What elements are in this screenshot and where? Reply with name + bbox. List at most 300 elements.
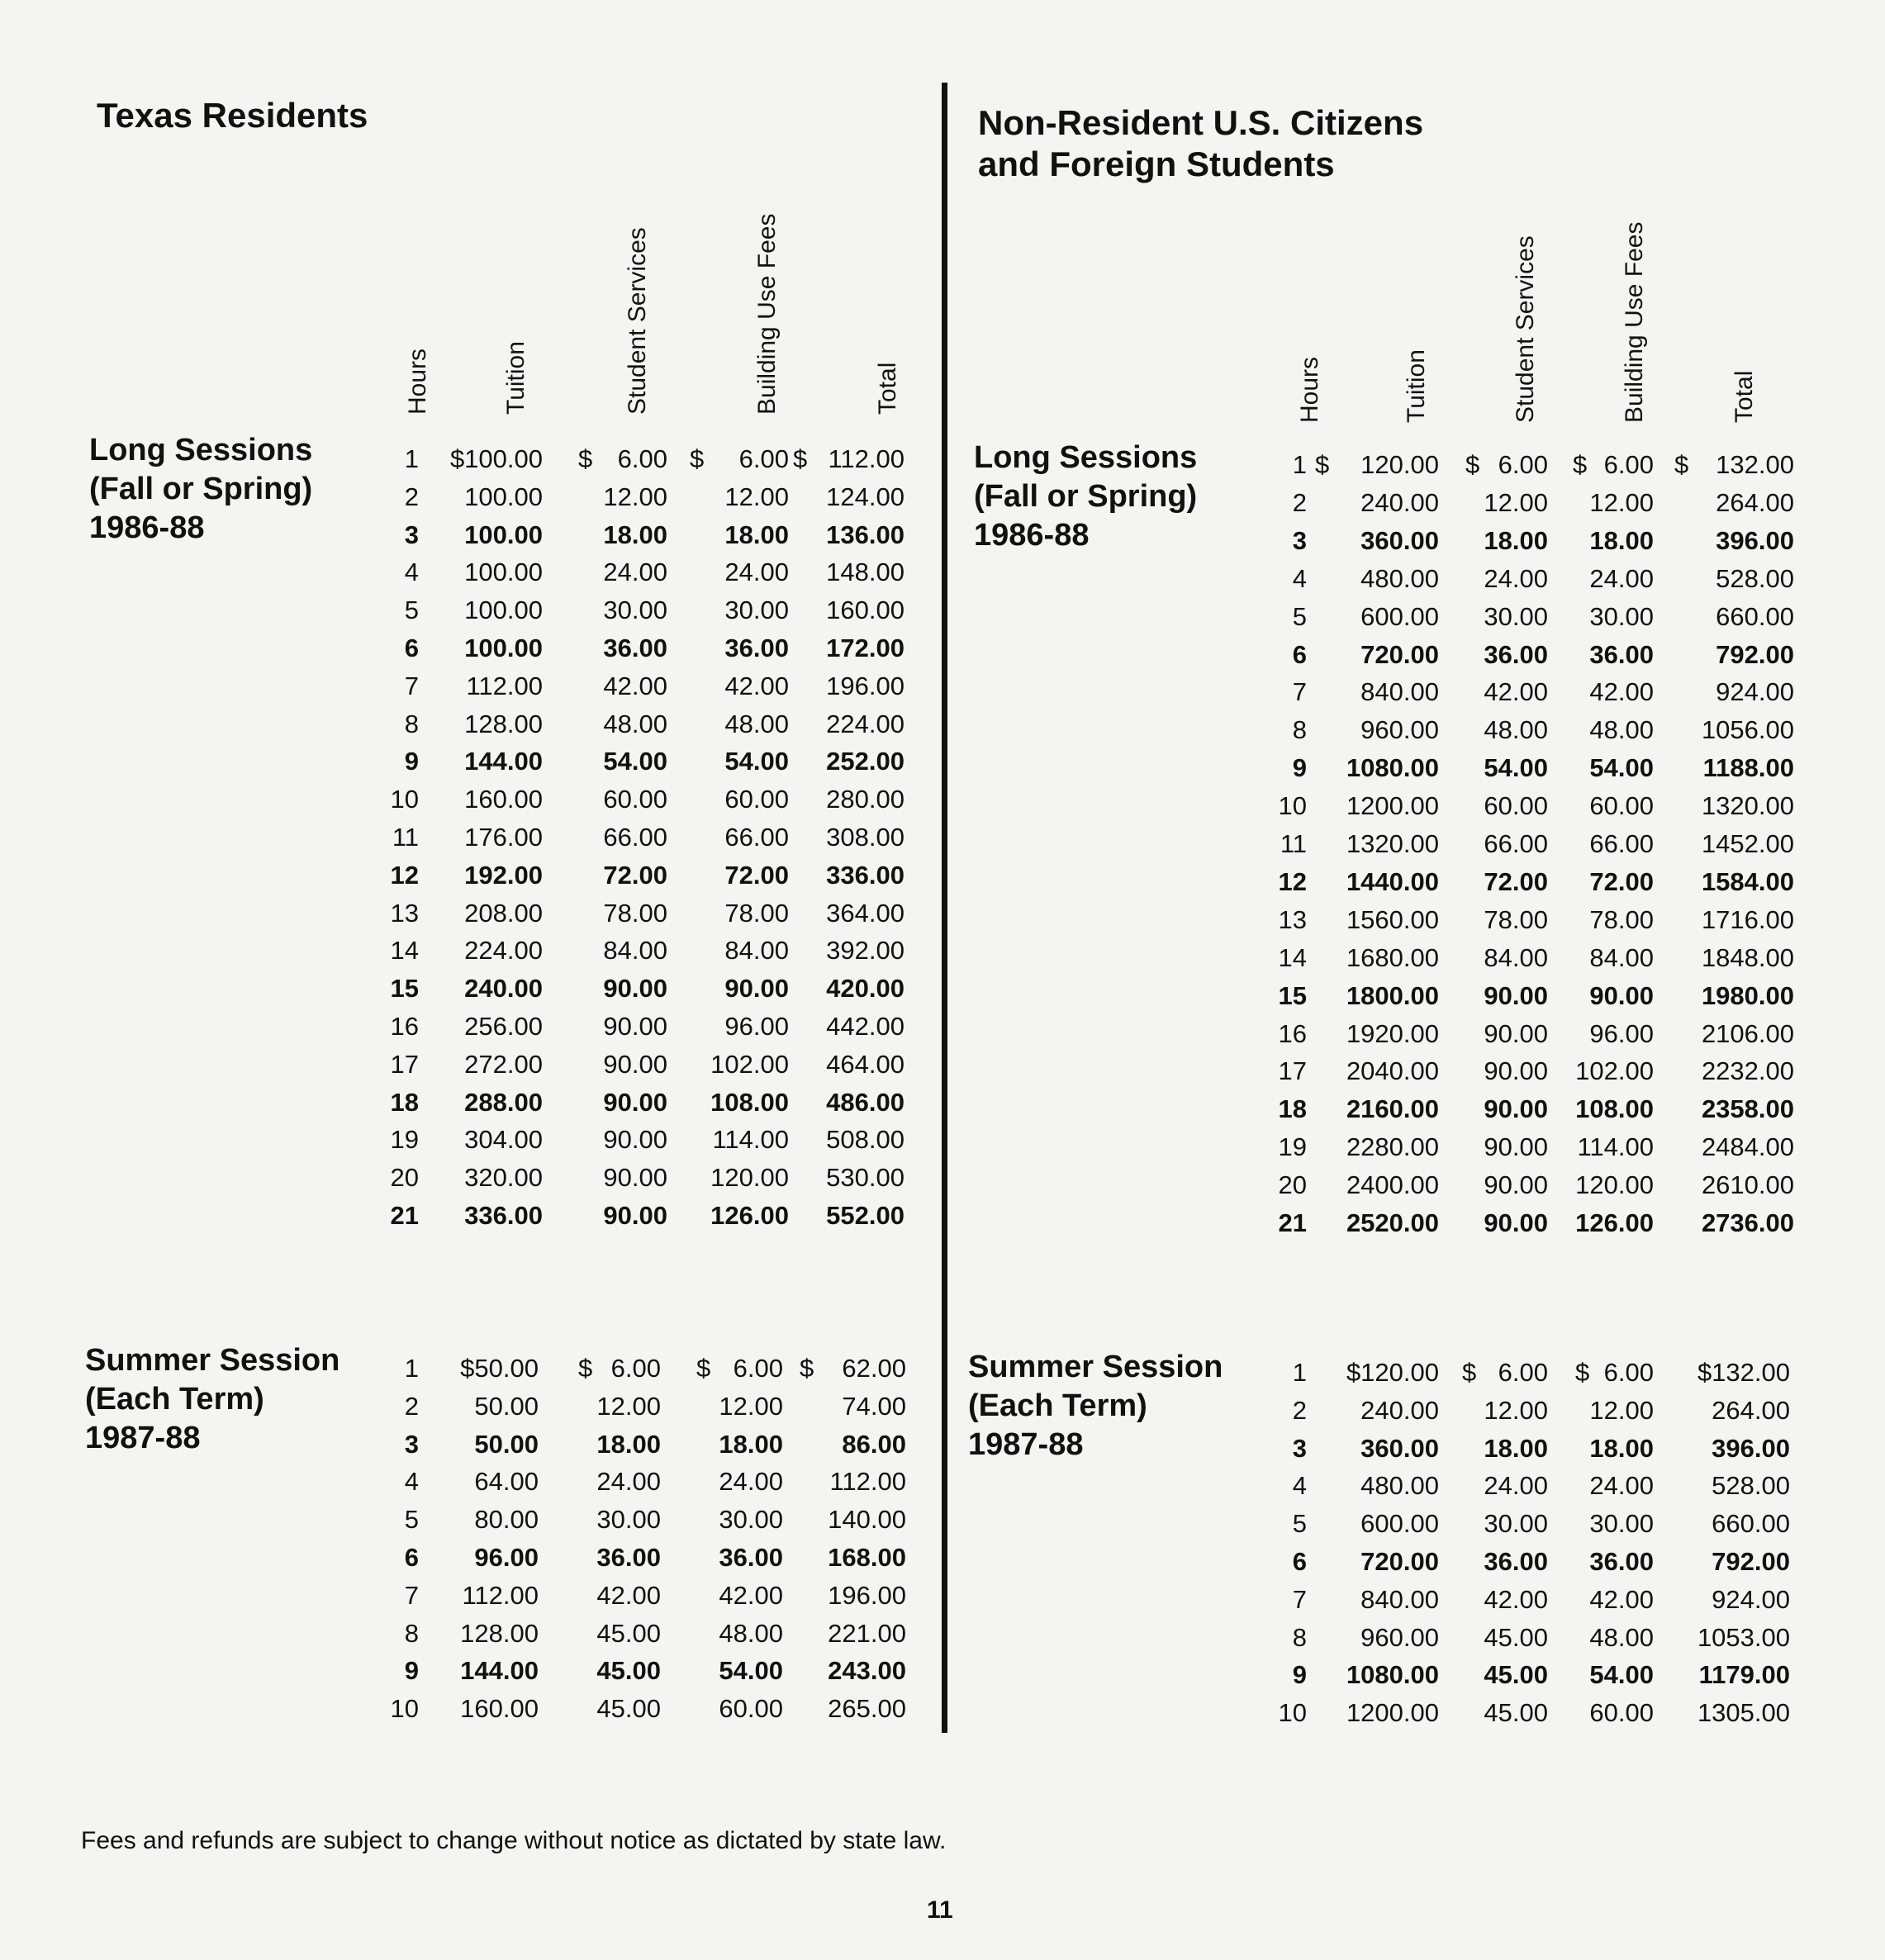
dollar-sign: $ (793, 444, 808, 473)
tuition-cell: 100.00 (464, 596, 543, 625)
total-cell: 1320.00 (1701, 791, 1794, 821)
student-services-cell: 90.00 (603, 1049, 667, 1079)
table-row (0, 594, 942, 627)
hours-cell: 19 (390, 1125, 419, 1155)
total-cell: 224.00 (826, 709, 905, 738)
total-cell: 336.00 (826, 860, 905, 890)
table-row (0, 1503, 942, 1536)
hours-cell: 6 (1292, 639, 1307, 669)
building-use-cell: 60.00 (1589, 791, 1654, 821)
student-services-cell: 90.00 (603, 1201, 667, 1230)
tuition-cell: 176.00 (464, 823, 543, 852)
table-row (947, 866, 1885, 899)
hours-cell: 21 (1278, 1208, 1307, 1237)
building-use-cell: 48.00 (1589, 715, 1654, 745)
hours-cell: 4 (404, 1467, 419, 1497)
table-row (947, 448, 1885, 482)
total-cell: 1716.00 (1701, 904, 1794, 934)
tuition-cell: 720.00 (1360, 639, 1439, 669)
building-use-cell: 114.00 (712, 1125, 789, 1155)
total-cell: 1305.00 (1697, 1698, 1790, 1728)
tuition-cell: 600.00 (1360, 1509, 1439, 1539)
table-row (947, 828, 1885, 861)
hours-cell: 6 (1292, 1547, 1307, 1576)
student-services-cell: 24.00 (596, 1467, 661, 1497)
student-services-cell: 24.00 (1484, 1471, 1548, 1501)
total-cell: 172.00 (826, 634, 905, 662)
dollar-sign: $ (1462, 1358, 1477, 1387)
total-cell: 62.00 (842, 1354, 906, 1383)
table-row (947, 1356, 1885, 1389)
hours-cell: 10 (1278, 791, 1307, 821)
tuition-cell: 100.00 (464, 558, 543, 587)
building-use-cell: 60.00 (719, 1694, 783, 1724)
dollar-sign: $ (696, 1354, 711, 1383)
hours-cell: 5 (1292, 601, 1307, 631)
hours-cell: 8 (1292, 715, 1307, 745)
table-row (947, 1583, 1885, 1616)
hours-cell: 1 (404, 1354, 419, 1383)
building-use-cell: 42.00 (1589, 677, 1654, 707)
table-row (947, 1169, 1885, 1202)
student-services-cell: 90.00 (603, 1012, 667, 1041)
tuition-cell: 360.00 (1360, 1433, 1439, 1463)
table-row (947, 600, 1885, 634)
building-use-cell: 42.00 (719, 1580, 783, 1610)
student-services-cell: 90.00 (1484, 1056, 1548, 1086)
total-cell: 392.00 (826, 936, 905, 966)
table-row (0, 1428, 942, 1461)
table-row (0, 1692, 942, 1725)
building-use-cell: 42.00 (1589, 1584, 1654, 1614)
table-row (947, 638, 1885, 672)
tuition-cell: 1560.00 (1346, 904, 1439, 934)
hours-cell: 2 (404, 1391, 419, 1421)
tuition-cell: 480.00 (1360, 1471, 1439, 1501)
student-services-cell: 78.00 (603, 898, 667, 928)
hours-cell: 3 (1292, 1433, 1307, 1463)
student-services-cell: 90.00 (603, 1087, 667, 1117)
hours-cell: 9 (404, 747, 419, 776)
tuition-cell: 2520.00 (1346, 1208, 1439, 1237)
building-use-cell: 48.00 (724, 709, 789, 738)
building-use-cell: 60.00 (724, 785, 789, 814)
hours-cell: 5 (404, 596, 419, 625)
student-services-cell: 90.00 (1484, 1132, 1548, 1162)
building-use-cell: 72.00 (724, 860, 789, 890)
building-use-cell: 54.00 (719, 1656, 783, 1686)
total-cell: 196.00 (828, 1580, 906, 1610)
total-cell: 2106.00 (1701, 1018, 1794, 1048)
student-services-cell: 6.00 (1498, 1358, 1548, 1387)
tuition-cell: 1080.00 (1346, 1660, 1439, 1690)
student-services-cell: 42.00 (603, 671, 667, 700)
student-services-cell: 18.00 (603, 520, 667, 549)
dollar-sign: $ (800, 1354, 814, 1383)
hours-cell: 17 (1278, 1056, 1307, 1086)
building-use-cell: 96.00 (1589, 1018, 1654, 1048)
building-use-cell: 36.00 (1589, 1547, 1654, 1576)
table-row (947, 1432, 1885, 1465)
tuition-cell: $120.00 (1346, 1358, 1439, 1387)
tuition-cell: 50.00 (474, 1391, 539, 1421)
total-cell: 660.00 (1712, 1509, 1790, 1539)
hours-cell: 20 (1278, 1170, 1307, 1200)
tuition-cell: 304.00 (464, 1125, 543, 1155)
student-services-cell: 48.00 (603, 709, 667, 738)
student-services-cell: 12.00 (603, 482, 667, 511)
student-services-cell: 45.00 (1484, 1622, 1548, 1652)
total-cell: 2358.00 (1701, 1094, 1794, 1124)
hours-cell: 15 (390, 974, 419, 1004)
tuition-cell: 360.00 (1360, 525, 1439, 555)
table-row (0, 1086, 942, 1119)
building-use-cell: 90.00 (1589, 980, 1654, 1010)
total-cell: 124.00 (826, 482, 905, 511)
student-services-cell: 24.00 (603, 558, 667, 587)
building-use-cell: 12.00 (724, 482, 789, 511)
student-services-cell: 84.00 (603, 936, 667, 966)
building-use-cell: 108.00 (710, 1087, 789, 1117)
total-cell: 140.00 (828, 1505, 906, 1535)
building-use-cell: 126.00 (710, 1201, 789, 1230)
tuition-cell: 320.00 (464, 1163, 543, 1193)
student-services-cell: 45.00 (1484, 1660, 1548, 1690)
tuition-cell: 208.00 (464, 898, 543, 928)
student-services-cell: 30.00 (1484, 1509, 1548, 1539)
texas-header-tuition: Tuition (502, 341, 529, 415)
tuition-cell: 240.00 (1360, 487, 1439, 517)
hours-cell: 18 (390, 1087, 419, 1117)
table-row (947, 1697, 1885, 1730)
table-row (947, 904, 1885, 937)
student-services-cell: 12.00 (1484, 487, 1548, 517)
hours-cell: 13 (390, 898, 419, 928)
building-use-cell: 102.00 (710, 1049, 789, 1079)
building-use-cell: 12.00 (1589, 1395, 1654, 1425)
building-use-cell: 90.00 (724, 974, 789, 1004)
tuition-cell: 720.00 (1360, 1547, 1439, 1576)
hours-cell: 3 (404, 1429, 419, 1459)
total-cell: 86.00 (842, 1429, 906, 1459)
tuition-cell: 1320.00 (1346, 829, 1439, 858)
student-services-cell: 45.00 (596, 1694, 661, 1724)
building-use-cell: 18.00 (1589, 525, 1654, 555)
total-cell: 464.00 (826, 1049, 905, 1079)
building-use-cell: 66.00 (1589, 829, 1654, 858)
building-use-cell: 120.00 (1575, 1170, 1654, 1200)
total-cell: 132.00 (1716, 450, 1794, 479)
tuition-cell: 600.00 (1360, 601, 1439, 631)
student-services-cell: 18.00 (1484, 525, 1548, 555)
hours-cell: 16 (390, 1012, 419, 1041)
tuition-cell: 2280.00 (1346, 1132, 1439, 1162)
tuition-cell: 1200.00 (1346, 1698, 1439, 1728)
table-row (0, 821, 942, 854)
total-cell: 196.00 (826, 671, 905, 700)
tuition-cell: 50.00 (474, 1429, 539, 1459)
building-use-cell: 36.00 (719, 1543, 783, 1572)
hours-cell: 8 (1292, 1622, 1307, 1652)
tuition-cell: 160.00 (464, 785, 543, 814)
building-use-cell: 30.00 (1589, 601, 1654, 631)
student-services-cell: 30.00 (603, 596, 667, 625)
building-use-cell: 36.00 (1589, 639, 1654, 669)
hours-cell: 9 (404, 1656, 419, 1686)
total-cell: 221.00 (828, 1618, 906, 1648)
texas-header-building-use: Building Use Fees (753, 213, 781, 415)
tuition-cell: 256.00 (464, 1012, 543, 1041)
building-use-cell: 24.00 (724, 558, 789, 587)
student-services-cell: 45.00 (1484, 1698, 1548, 1728)
tuition-cell: 100.00 (464, 634, 543, 662)
table-row (0, 708, 942, 741)
student-services-cell: 12.00 (1484, 1395, 1548, 1425)
table-row (947, 714, 1885, 747)
table-row (947, 1055, 1885, 1088)
hours-cell: 3 (404, 520, 419, 549)
hours-cell: 3 (1292, 525, 1307, 555)
table-row (0, 1465, 942, 1498)
total-cell: 148.00 (826, 558, 905, 587)
student-services-cell: 84.00 (1484, 942, 1548, 972)
table-row (947, 1394, 1885, 1427)
table-row (0, 481, 942, 514)
tuition-cell: 1440.00 (1346, 866, 1439, 896)
building-use-cell: 18.00 (719, 1429, 783, 1459)
tuition-cell: 224.00 (464, 936, 543, 966)
student-services-cell: 54.00 (1484, 753, 1548, 783)
total-cell: 1179.00 (1698, 1660, 1790, 1690)
nonres-header-student-services: Student Services (1512, 235, 1539, 423)
building-use-cell: 18.00 (1589, 1433, 1654, 1463)
table-row (947, 752, 1885, 785)
total-cell: 2484.00 (1701, 1132, 1794, 1162)
building-use-cell: 6.00 (1603, 450, 1654, 479)
hours-cell: 7 (404, 671, 419, 700)
total-cell: 442.00 (826, 1012, 905, 1041)
table-row (0, 1352, 942, 1385)
student-services-cell: 6.00 (617, 444, 667, 473)
texas-header-hours: Hours (404, 348, 431, 415)
student-services-cell: 72.00 (603, 860, 667, 890)
dollar-sign: $ (1575, 1358, 1590, 1387)
dollar-sign: $ (1674, 450, 1689, 479)
building-use-cell: 24.00 (1589, 563, 1654, 593)
nonres-long-session-label: Long Sessions (Fall or Spring) 1986-88 (974, 440, 1198, 553)
hours-cell: 7 (1292, 677, 1307, 707)
total-cell: 924.00 (1716, 677, 1794, 707)
total-cell: 2232.00 (1701, 1056, 1794, 1086)
student-services-cell: 30.00 (1484, 601, 1548, 631)
tuition-cell: 144.00 (464, 747, 543, 776)
student-services-cell: 42.00 (1484, 1584, 1548, 1614)
building-use-cell: 54.00 (724, 747, 789, 776)
tuition-cell: $50.00 (460, 1354, 539, 1383)
building-use-cell: 18.00 (724, 520, 789, 549)
column-divider (942, 83, 947, 1733)
tuition-cell: 272.00 (464, 1049, 543, 1079)
total-cell: 280.00 (826, 785, 905, 814)
building-use-cell: 42.00 (724, 671, 789, 700)
dollar-sign: $ (690, 444, 705, 473)
tuition-cell: $100.00 (449, 444, 543, 473)
table-row (947, 1207, 1885, 1240)
table-row (947, 562, 1885, 596)
total-cell: 136.00 (826, 520, 905, 549)
tuition-cell: 1680.00 (1346, 942, 1439, 972)
hours-cell: 17 (390, 1049, 419, 1079)
building-use-cell: 30.00 (1589, 1509, 1654, 1539)
tuition-cell: 840.00 (1360, 677, 1439, 707)
hours-cell: 2 (1292, 1395, 1307, 1425)
student-services-cell: 36.00 (596, 1543, 661, 1572)
tuition-cell: 120.00 (1360, 450, 1439, 479)
tuition-cell: 480.00 (1360, 563, 1439, 593)
total-cell: 1980.00 (1701, 980, 1794, 1010)
page-number: 11 (927, 1896, 953, 1924)
total-cell: 528.00 (1712, 1471, 1790, 1501)
tuition-cell: 840.00 (1360, 1584, 1439, 1614)
student-services-cell: 90.00 (603, 1163, 667, 1193)
table-row (947, 942, 1885, 975)
hours-cell: 11 (392, 823, 419, 852)
tuition-cell: 336.00 (464, 1201, 543, 1230)
table-row (0, 556, 942, 589)
fees-footnote: Fees and refunds are subject to change without notice as dictated by state law. (81, 1827, 947, 1854)
tuition-cell: 960.00 (1360, 715, 1439, 745)
total-cell: 1053.00 (1697, 1622, 1790, 1652)
hours-cell: 13 (1278, 904, 1307, 934)
hours-cell: 6 (404, 634, 419, 662)
table-row (0, 972, 942, 1005)
student-services-cell: 12.00 (596, 1391, 661, 1421)
table-row (0, 1010, 942, 1043)
building-use-cell: 102.00 (1575, 1056, 1654, 1086)
total-cell: 160.00 (826, 596, 905, 625)
dollar-sign: $ (1573, 450, 1588, 479)
tuition-cell: 2040.00 (1346, 1056, 1439, 1086)
nonres-header-building-use: Building Use Fees (1621, 221, 1648, 423)
total-cell: 924.00 (1712, 1584, 1790, 1614)
hours-cell: 4 (1292, 1471, 1307, 1501)
total-cell: 486.00 (826, 1087, 905, 1117)
total-cell: 552.00 (826, 1201, 905, 1230)
student-services-cell: 18.00 (596, 1429, 661, 1459)
building-use-cell: 12.00 (1589, 487, 1654, 517)
student-services-cell: 90.00 (1484, 1208, 1548, 1237)
tuition-cell: 1200.00 (1346, 791, 1439, 821)
building-use-cell: 6.00 (738, 444, 789, 473)
hours-cell: 1 (1292, 1358, 1307, 1387)
hours-cell: 7 (1292, 1584, 1307, 1614)
tuition-cell: 100.00 (464, 520, 543, 549)
student-services-cell: 6.00 (1498, 450, 1548, 479)
student-services-cell: 90.00 (1484, 980, 1548, 1010)
building-use-cell: 48.00 (1589, 1622, 1654, 1652)
building-use-cell: 84.00 (724, 936, 789, 966)
hours-cell: 14 (1278, 942, 1307, 972)
hours-cell: 12 (1278, 866, 1307, 896)
building-use-cell: 108.00 (1575, 1094, 1654, 1124)
table-row (947, 486, 1885, 520)
table-row (0, 1579, 942, 1612)
table-row (0, 1048, 942, 1081)
hours-cell: 18 (1278, 1094, 1307, 1124)
student-services-cell: 90.00 (1484, 1094, 1548, 1124)
tuition-cell: 240.00 (1360, 1395, 1439, 1425)
student-services-cell: 45.00 (596, 1656, 661, 1686)
total-cell: 264.00 (1716, 487, 1794, 517)
building-use-cell: 96.00 (724, 1012, 789, 1041)
table-row (947, 1621, 1885, 1654)
student-services-cell: 60.00 (603, 785, 667, 814)
table-row (0, 1541, 942, 1574)
table-row (947, 1131, 1885, 1164)
table-row (0, 1390, 942, 1423)
student-services-cell: 78.00 (1484, 904, 1548, 934)
hours-cell: 19 (1278, 1132, 1307, 1162)
texas-residents-panel (0, 0, 942, 1960)
tuition-cell: 112.00 (466, 671, 543, 700)
nonres-summer-session-label: Summer Session (Each Term) 1987-88 (968, 1350, 1223, 1462)
total-cell: 528.00 (1716, 563, 1794, 593)
table-row (947, 676, 1885, 709)
student-services-cell: 90.00 (1484, 1170, 1548, 1200)
table-row (947, 1545, 1885, 1578)
student-services-cell: 18.00 (1484, 1433, 1548, 1463)
total-cell: 308.00 (826, 823, 905, 852)
tuition-cell: 96.00 (474, 1543, 539, 1572)
texas-summer-session-label: Summer Session (Each Term) 1987-88 (85, 1343, 340, 1455)
total-cell: 1452.00 (1701, 829, 1794, 858)
building-use-cell: 72.00 (1589, 866, 1654, 896)
hours-cell: 7 (404, 1580, 419, 1610)
building-use-cell: 54.00 (1589, 1660, 1654, 1690)
non-resident-panel-title: Non-Resident U.S. Citizens and Foreign Students (978, 103, 1424, 183)
table-row (0, 745, 942, 778)
tuition-cell: 288.00 (464, 1087, 543, 1117)
total-cell: 1188.00 (1702, 753, 1794, 783)
table-row (0, 934, 942, 967)
hours-cell: 11 (1280, 829, 1307, 858)
hours-cell: 16 (1278, 1018, 1307, 1048)
total-cell: 792.00 (1716, 639, 1794, 669)
building-use-cell: 120.00 (710, 1163, 789, 1193)
tuition-cell: 2400.00 (1346, 1170, 1439, 1200)
student-services-cell: 45.00 (596, 1618, 661, 1648)
total-cell: 168.00 (828, 1543, 906, 1572)
total-cell: 396.00 (1716, 525, 1794, 555)
student-services-cell: 6.00 (610, 1354, 661, 1383)
building-use-cell: 24.00 (719, 1467, 783, 1497)
student-services-cell: 90.00 (1484, 1018, 1548, 1048)
hours-cell: 5 (1292, 1509, 1307, 1539)
total-cell: 364.00 (826, 898, 905, 928)
building-use-cell: 48.00 (719, 1618, 783, 1648)
hours-cell: 4 (1292, 563, 1307, 593)
tuition-cell: 240.00 (464, 974, 543, 1004)
total-cell: 264.00 (1712, 1395, 1790, 1425)
tuition-cell: 2160.00 (1346, 1094, 1439, 1124)
texas-long-session-label: Long Sessions (Fall or Spring) 1986-88 (89, 433, 313, 545)
hours-cell: 4 (404, 558, 419, 587)
hours-cell: 9 (1292, 1660, 1307, 1690)
table-row (0, 670, 942, 703)
table-row (0, 1199, 942, 1232)
tuition-cell: 128.00 (464, 709, 543, 738)
hours-cell: 5 (404, 1505, 419, 1535)
